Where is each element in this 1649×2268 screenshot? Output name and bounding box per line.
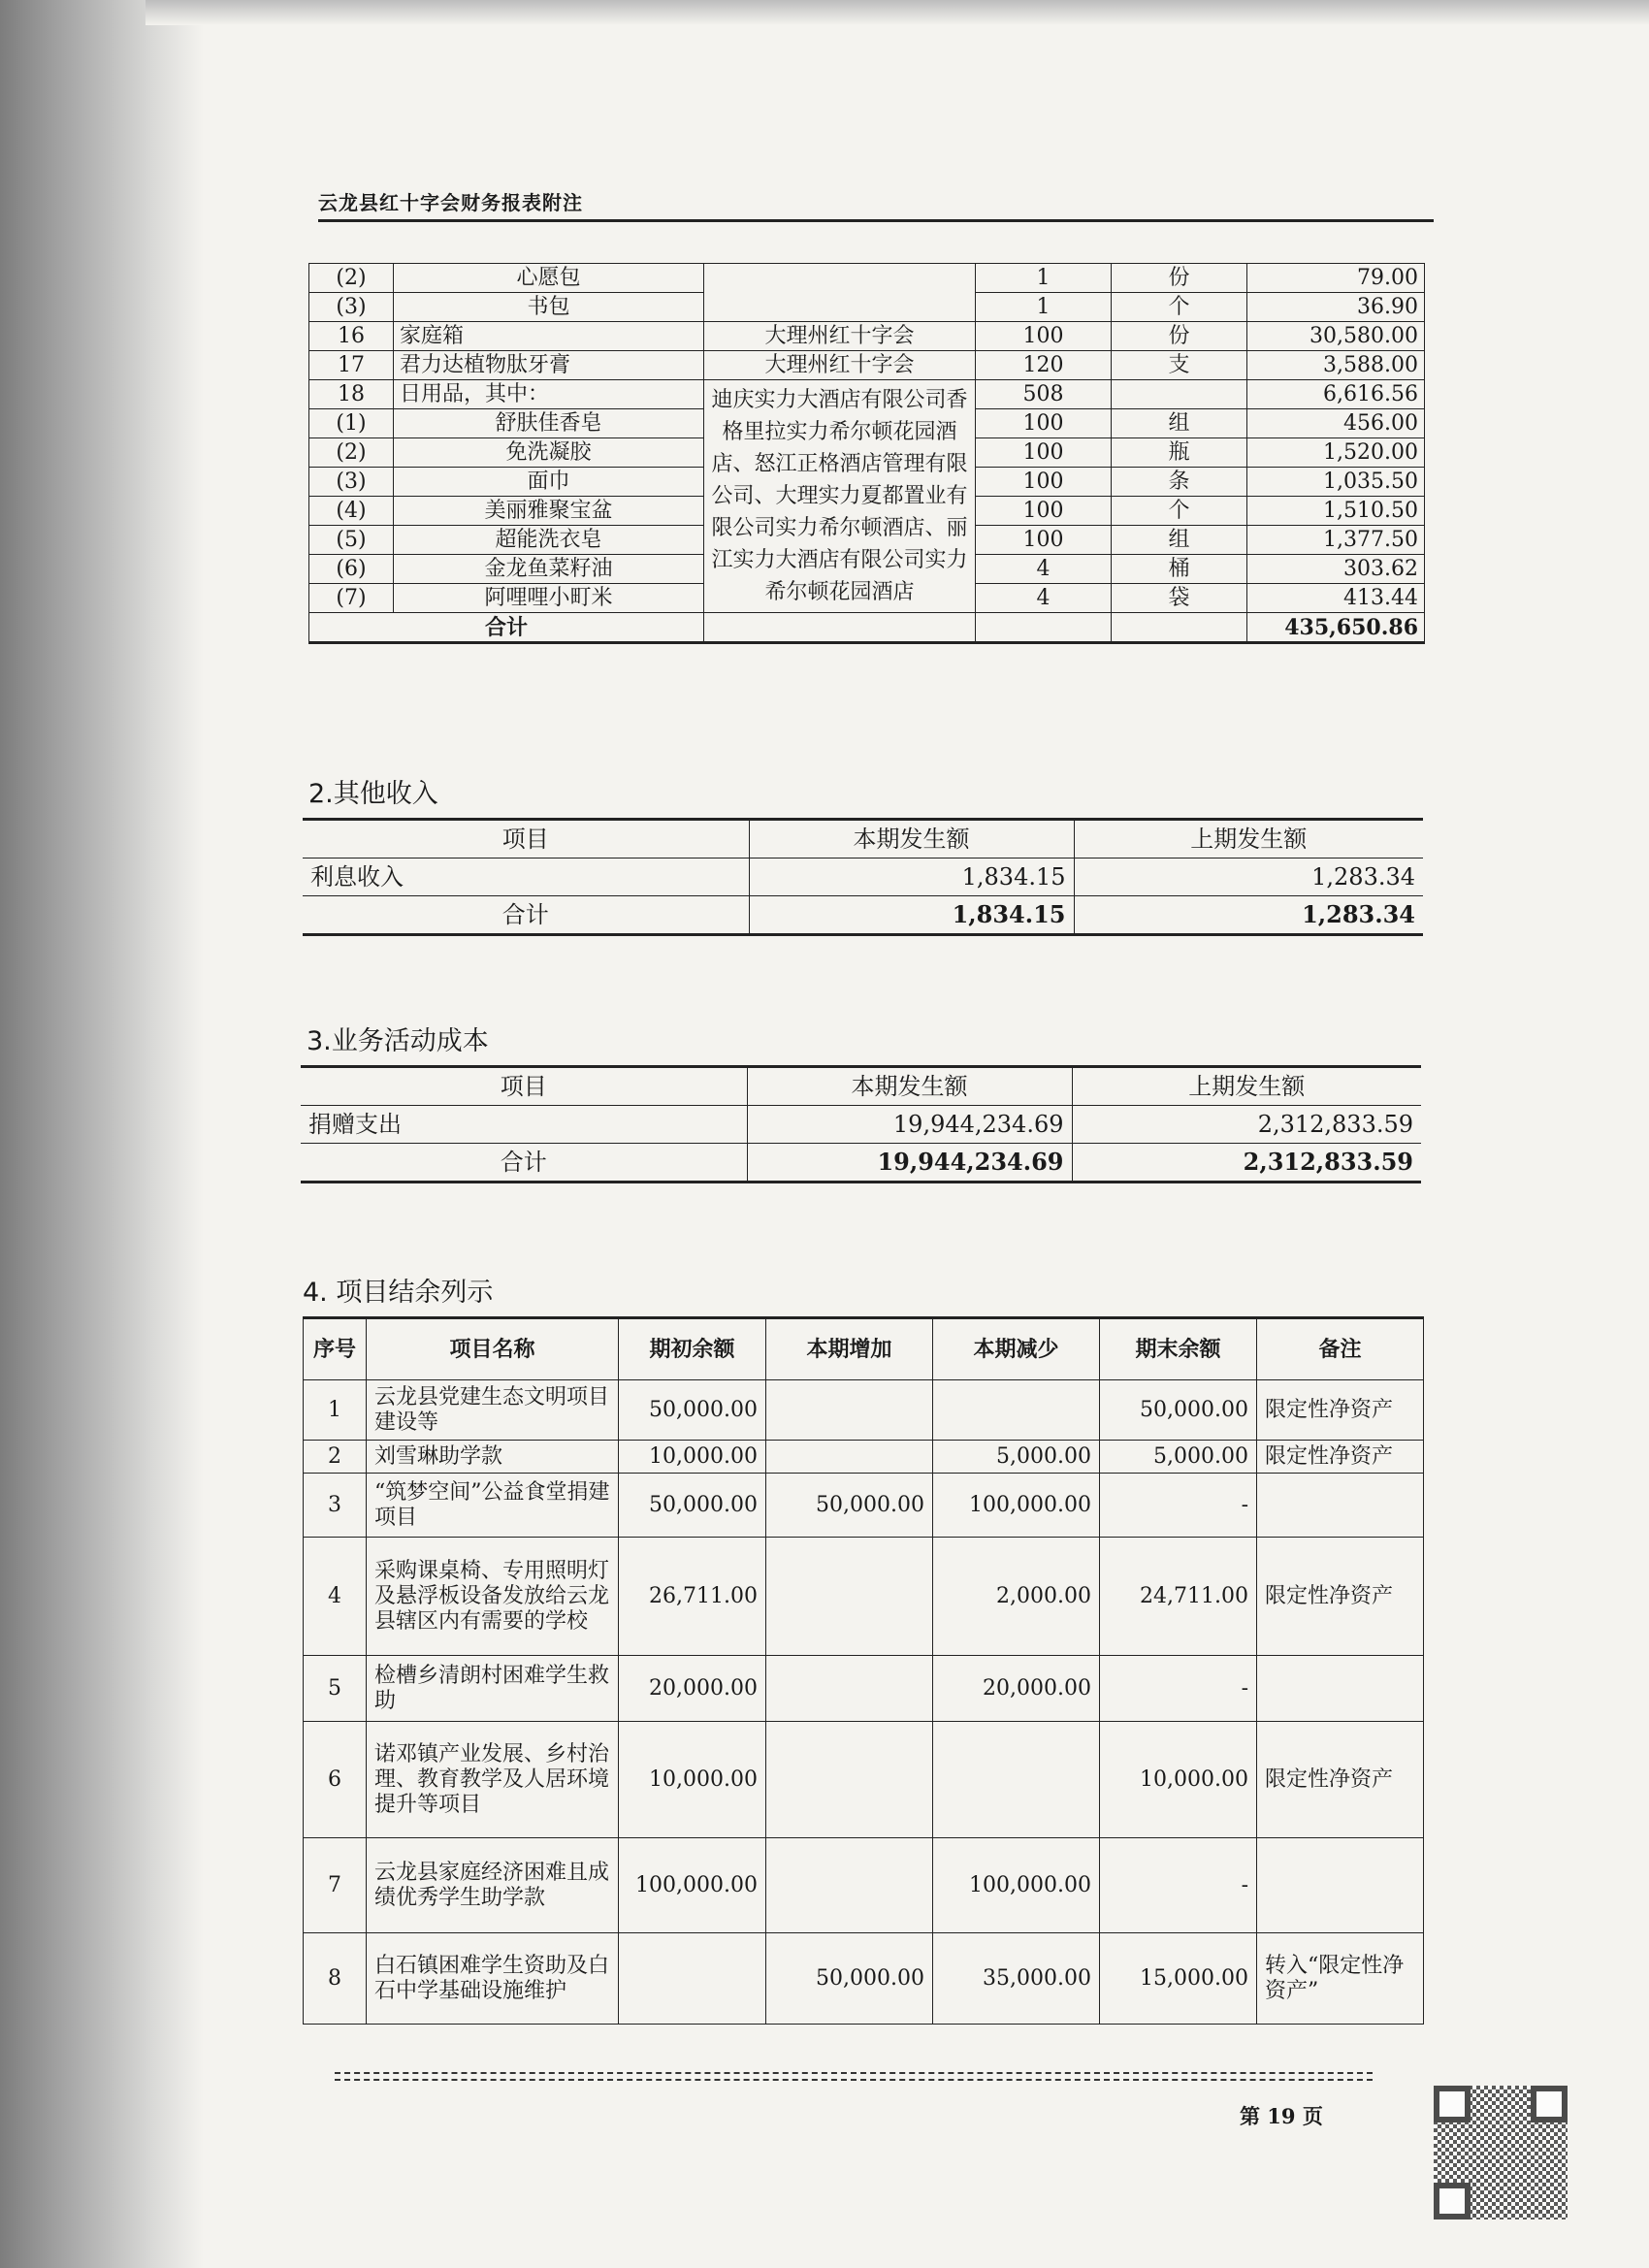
unit bbox=[1112, 380, 1247, 409]
quantity: 1 bbox=[976, 293, 1112, 322]
begin-balance: 26,711.00 bbox=[619, 1538, 766, 1656]
unit: 个 bbox=[1112, 497, 1247, 526]
unit: 袋 bbox=[1112, 584, 1247, 613]
decrease bbox=[933, 1380, 1100, 1441]
row-no: 6 bbox=[304, 1722, 367, 1838]
item-name: 超能洗衣皂 bbox=[394, 526, 704, 555]
increase: 50,000.00 bbox=[766, 1474, 933, 1538]
item-name: 书包 bbox=[394, 293, 704, 322]
col-begin: 期初余额 bbox=[619, 1318, 766, 1380]
project-name: 刘雪琳助学款 bbox=[367, 1441, 619, 1474]
decrease: 35,000.00 bbox=[933, 1933, 1100, 2025]
decrease: 20,000.00 bbox=[933, 1656, 1100, 1722]
amount: 1,377.50 bbox=[1247, 526, 1425, 555]
item-name: 免洗凝胶 bbox=[394, 438, 704, 468]
total-prior: 1,283.34 bbox=[1074, 896, 1423, 935]
page-header: 云龙县红十字会财务报表附注 bbox=[318, 191, 583, 214]
end-balance: - bbox=[1100, 1656, 1257, 1722]
end-balance: 15,000.00 bbox=[1100, 1933, 1257, 2025]
decrease bbox=[933, 1722, 1100, 1838]
row-no: (4) bbox=[309, 497, 394, 526]
table-row bbox=[304, 1441, 1424, 1474]
begin-balance: 100,000.00 bbox=[619, 1838, 766, 1933]
note bbox=[1257, 1838, 1424, 1933]
amount: 36.90 bbox=[1247, 293, 1425, 322]
unit: 支 bbox=[1112, 351, 1247, 380]
note: 限定性净资产 bbox=[1257, 1722, 1424, 1838]
donor-cell: 大理州红十字会 bbox=[704, 322, 976, 351]
row-no: (3) bbox=[309, 293, 394, 322]
project-name: 检槽乡清朗村困难学生救助 bbox=[367, 1656, 619, 1722]
amount: 1,520.00 bbox=[1247, 438, 1425, 468]
amount: 456.00 bbox=[1247, 409, 1425, 438]
quantity: 100 bbox=[976, 322, 1112, 351]
increase bbox=[766, 1538, 933, 1656]
row-no: 8 bbox=[304, 1933, 367, 2025]
amount: 6,616.56 bbox=[1247, 380, 1425, 409]
item-name: 阿哩哩小町米 bbox=[394, 584, 704, 613]
row-no: (2) bbox=[309, 264, 394, 293]
section-title-project-balance: 4. 项目结余列示 bbox=[303, 1278, 494, 1308]
increase bbox=[766, 1441, 933, 1474]
quantity: 100 bbox=[976, 497, 1112, 526]
begin-balance bbox=[619, 1933, 766, 2025]
begin-balance: 50,000.00 bbox=[619, 1380, 766, 1441]
total-amount: 435,650.86 bbox=[1247, 613, 1425, 643]
table-row bbox=[304, 1538, 1424, 1656]
item-name: 舒肤佳香皂 bbox=[394, 409, 704, 438]
quantity: 100 bbox=[976, 526, 1112, 555]
row-no: 16 bbox=[309, 322, 394, 351]
increase bbox=[766, 1838, 933, 1933]
col-current: 本期发生额 bbox=[747, 1067, 1072, 1106]
header-row bbox=[301, 1067, 1421, 1106]
row-no: 7 bbox=[304, 1838, 367, 1933]
col-name: 项目名称 bbox=[367, 1318, 619, 1380]
row-no: (7) bbox=[309, 584, 394, 613]
section-title-activity-cost: 3.业务活动成本 bbox=[307, 1026, 489, 1056]
header-row bbox=[303, 820, 1423, 859]
quantity: 1 bbox=[976, 264, 1112, 293]
total-current: 19,944,234.69 bbox=[747, 1144, 1072, 1183]
end-balance: - bbox=[1100, 1838, 1257, 1933]
col-prior: 上期发生额 bbox=[1072, 1067, 1421, 1106]
end-balance: 50,000.00 bbox=[1100, 1380, 1257, 1441]
total-current: 1,834.15 bbox=[749, 896, 1074, 935]
quantity: 100 bbox=[976, 438, 1112, 468]
amount: 79.00 bbox=[1247, 264, 1425, 293]
section-title-other-income: 2.其他收入 bbox=[308, 779, 438, 809]
decrease: 100,000.00 bbox=[933, 1838, 1100, 1933]
begin-balance: 10,000.00 bbox=[619, 1441, 766, 1474]
table-row bbox=[304, 1474, 1424, 1538]
other-income-table bbox=[303, 818, 1423, 936]
row-label: 利息收入 bbox=[303, 859, 749, 896]
activity-cost-table bbox=[301, 1065, 1421, 1183]
row-no: (5) bbox=[309, 526, 394, 555]
amount: 30,580.00 bbox=[1247, 322, 1425, 351]
row-no: 18 bbox=[309, 380, 394, 409]
unit: 桶 bbox=[1112, 555, 1247, 584]
col-current: 本期发生额 bbox=[749, 820, 1074, 859]
table-row bbox=[304, 1722, 1424, 1838]
qr-finder bbox=[1531, 2086, 1568, 2122]
row-prior: 2,312,833.59 bbox=[1072, 1106, 1421, 1144]
begin-balance: 10,000.00 bbox=[619, 1722, 766, 1838]
increase bbox=[766, 1656, 933, 1722]
col-item: 项目 bbox=[301, 1067, 747, 1106]
project-name: 采购课桌椅、专用照明灯及悬浮板设备发放给云龙县辖区内有需要的学校 bbox=[367, 1538, 619, 1656]
col-end: 期末余额 bbox=[1100, 1318, 1257, 1380]
note: 限定性净资产 bbox=[1257, 1538, 1424, 1656]
project-name: 云龙县家庭经济困难且成绩优秀学生助学款 bbox=[367, 1838, 619, 1933]
row-no: 17 bbox=[309, 351, 394, 380]
total-row bbox=[303, 896, 1423, 935]
total-prior: 2,312,833.59 bbox=[1072, 1144, 1421, 1183]
item-name: 美丽雅聚宝盆 bbox=[394, 497, 704, 526]
footer-dashed-rule bbox=[335, 2072, 1373, 2074]
donor-cell bbox=[704, 264, 976, 322]
item-name: 面巾 bbox=[394, 468, 704, 497]
project-name: “筑梦空间”公益食堂捐建项目 bbox=[367, 1474, 619, 1538]
item-name: 金龙鱼菜籽油 bbox=[394, 555, 704, 584]
table-row bbox=[309, 351, 1425, 380]
row-label: 捐赠支出 bbox=[301, 1106, 747, 1144]
item-name: 家庭箱 bbox=[394, 322, 704, 351]
increase bbox=[766, 1380, 933, 1441]
col-item: 项目 bbox=[303, 820, 749, 859]
qr-finder bbox=[1434, 2086, 1471, 2122]
quantity: 120 bbox=[976, 351, 1112, 380]
page-number: 第 19 页 bbox=[1240, 2104, 1323, 2128]
unit: 组 bbox=[1112, 526, 1247, 555]
row-no: 4 bbox=[304, 1538, 367, 1656]
quantity: 4 bbox=[976, 584, 1112, 613]
quantity: 4 bbox=[976, 555, 1112, 584]
row-no: 3 bbox=[304, 1474, 367, 1538]
row-current: 1,834.15 bbox=[749, 859, 1074, 896]
unit: 组 bbox=[1112, 409, 1247, 438]
unit: 瓶 bbox=[1112, 438, 1247, 468]
row-no: (6) bbox=[309, 555, 394, 584]
increase: 50,000.00 bbox=[766, 1933, 933, 2025]
col-decrease: 本期减少 bbox=[933, 1318, 1100, 1380]
quantity: 508 bbox=[976, 380, 1112, 409]
project-name: 诺邓镇产业发展、乡村治理、教育教学及人居环境提升等项目 bbox=[367, 1722, 619, 1838]
total-label: 合计 bbox=[301, 1144, 747, 1183]
row-no: (1) bbox=[309, 409, 394, 438]
table-row bbox=[301, 1106, 1421, 1144]
end-balance: 5,000.00 bbox=[1100, 1441, 1257, 1474]
col-increase: 本期增加 bbox=[766, 1318, 933, 1380]
header-row bbox=[304, 1318, 1424, 1380]
item-name: 君力达植物肽牙膏 bbox=[394, 351, 704, 380]
amount: 1,035.50 bbox=[1247, 468, 1425, 497]
qr-code bbox=[1434, 2086, 1568, 2219]
row-current: 19,944,234.69 bbox=[747, 1106, 1072, 1144]
donor-cell: 大理州红十字会 bbox=[704, 351, 976, 380]
amount: 303.62 bbox=[1247, 555, 1425, 584]
end-balance: 24,711.00 bbox=[1100, 1538, 1257, 1656]
empty-cell bbox=[704, 613, 976, 643]
decrease: 2,000.00 bbox=[933, 1538, 1100, 1656]
end-balance: - bbox=[1100, 1474, 1257, 1538]
total-row bbox=[309, 613, 1425, 643]
table-row bbox=[304, 1380, 1424, 1441]
project-name: 云龙县党建生态文明项目建设等 bbox=[367, 1380, 619, 1441]
amount: 1,510.50 bbox=[1247, 497, 1425, 526]
item-name: 心愿包 bbox=[394, 264, 704, 293]
row-no: 2 bbox=[304, 1441, 367, 1474]
table-row bbox=[309, 322, 1425, 351]
unit: 份 bbox=[1112, 322, 1247, 351]
row-no: 5 bbox=[304, 1656, 367, 1722]
table-row bbox=[309, 380, 1425, 409]
col-no: 序号 bbox=[304, 1318, 367, 1380]
unit: 个 bbox=[1112, 293, 1247, 322]
note bbox=[1257, 1474, 1424, 1538]
table-row bbox=[304, 1656, 1424, 1722]
col-prior: 上期发生额 bbox=[1074, 820, 1423, 859]
row-no: (2) bbox=[309, 438, 394, 468]
project-balance-table bbox=[303, 1316, 1424, 2025]
increase bbox=[766, 1722, 933, 1838]
amount: 3,588.00 bbox=[1247, 351, 1425, 380]
note bbox=[1257, 1656, 1424, 1722]
total-label: 合计 bbox=[309, 613, 704, 643]
end-balance: 10,000.00 bbox=[1100, 1722, 1257, 1838]
donor-cell: 迪庆实力大酒店有限公司香格里拉实力希尔顿花园酒店、怒江正格酒店管理有限公司、大理实力夏都置业有限公司实力希尔顿酒店、丽江实力大酒店有限公司实力希尔顿花园酒店 bbox=[704, 380, 976, 613]
total-label: 合计 bbox=[303, 896, 749, 935]
table-row bbox=[304, 1838, 1424, 1933]
item-name: 日用品，其中： bbox=[394, 380, 704, 409]
row-no: 1 bbox=[304, 1380, 367, 1441]
row-no: (3) bbox=[309, 468, 394, 497]
note: 限定性净资产 bbox=[1257, 1380, 1424, 1441]
project-name: 白石镇困难学生资助及白石中学基础设施维护 bbox=[367, 1933, 619, 2025]
empty-cell bbox=[976, 613, 1112, 643]
begin-balance: 20,000.00 bbox=[619, 1656, 766, 1722]
quantity: 100 bbox=[976, 409, 1112, 438]
row-prior: 1,283.34 bbox=[1074, 859, 1423, 896]
decrease: 5,000.00 bbox=[933, 1441, 1100, 1474]
unit: 份 bbox=[1112, 264, 1247, 293]
table-row bbox=[309, 264, 1425, 293]
total-row bbox=[301, 1144, 1421, 1183]
col-note: 备注 bbox=[1257, 1318, 1424, 1380]
begin-balance: 50,000.00 bbox=[619, 1474, 766, 1538]
note: 转入“限定性净资产” bbox=[1257, 1933, 1424, 2025]
table-row bbox=[304, 1933, 1424, 2025]
note: 限定性净资产 bbox=[1257, 1441, 1424, 1474]
table-row bbox=[303, 859, 1423, 896]
footer-dashed-rule bbox=[335, 2079, 1373, 2081]
unit: 条 bbox=[1112, 468, 1247, 497]
donation-items-table bbox=[308, 263, 1425, 644]
decrease: 100,000.00 bbox=[933, 1474, 1100, 1538]
donation-items-body bbox=[309, 264, 1425, 643]
qr-finder bbox=[1434, 2183, 1471, 2219]
empty-cell bbox=[1112, 613, 1247, 643]
quantity: 100 bbox=[976, 468, 1112, 497]
amount: 413.44 bbox=[1247, 584, 1425, 613]
header-rule bbox=[318, 219, 1434, 222]
